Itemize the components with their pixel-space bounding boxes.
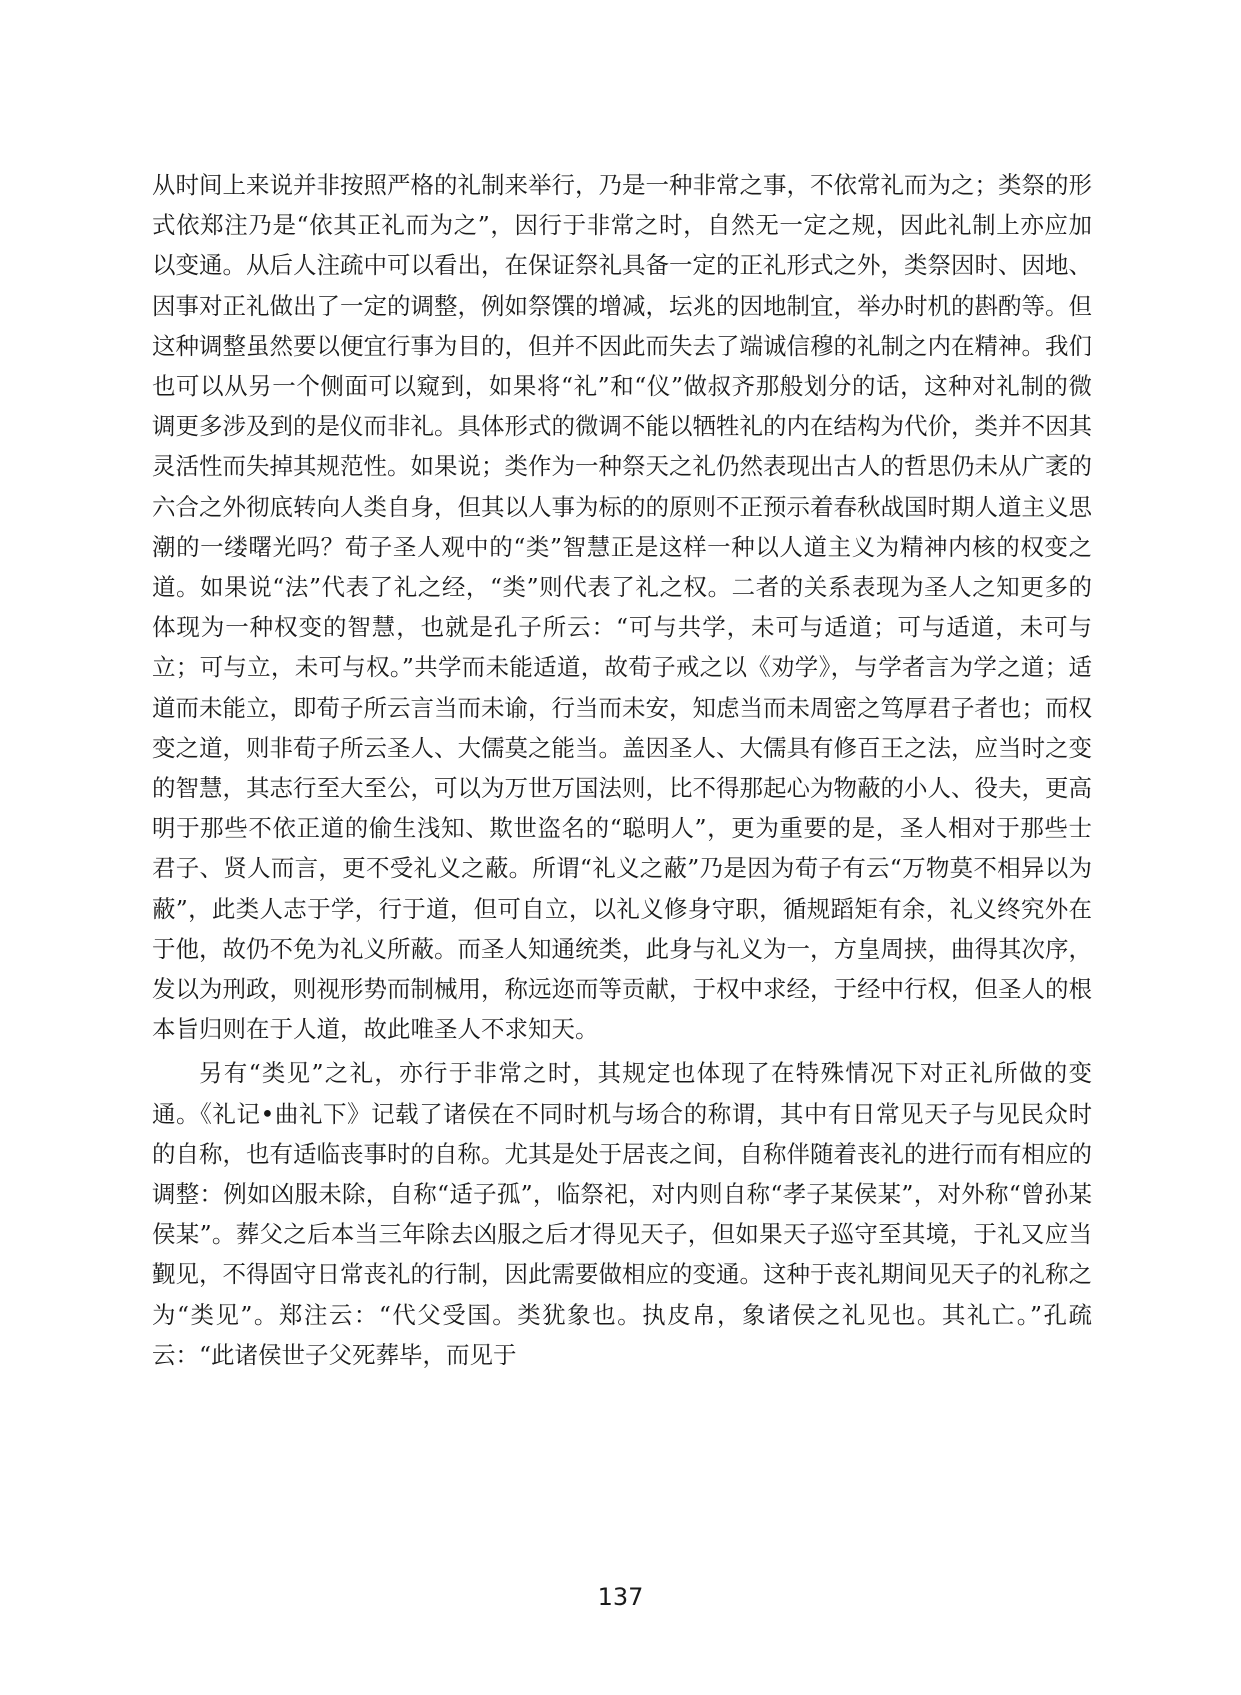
paragraph-lei-jian: 另有“类见”之礼，亦行于非常之时，其规定也体现了在特殊情况下对正礼所做的变通。《礼记•曲礼下》记载了诸侯在不同时机与场合的称谓，其中有日常见天子与见民众时的自称，也有适临丧事时的自称。尤其是处于居丧之间，自称伴随着丧礼的进行而有相应的调整：例如凶服未除，自称“适子孤”，临祭祀，对内则自称“孝子某侯某”，对外称“曾孙某侯某”。葬父之后本当三年除去凶服之后才得见天子，但如果天子巡守至其境，于礼又应当觐见，不得固守日常丧礼的行制，因此需要做相应的变通。这种于丧礼期间见天子的礼称之为“类见”。郑注云：“代父受国。类犹象也。执皮帛，象诸侯之礼见也。其礼亡。”孔疏云：“此诸侯世子父死葬毕，而见于 [152,1059,1092,1369]
body-text [152,165,1092,1375]
paragraph-continued: 从时间上来说并非按照严格的礼制来举行，乃是一种非常之事，不依常礼而为之；类祭的形式依郑注乃是“依其正礼而为之”，因行于非常之时，自然无一定之规，因此礼制上亦应加以变通。从后人注疏中可以看出，在保证祭礼具备一定的正礼形式之外，类祭因时、因地、因事对正礼做出了一定的调整，例如祭馔的增减，坛兆的因地制宜，举办时机的斟酌等。但这种调整虽然要以便宜行事为目的，但并不因此而失去了端诚信穆的礼制之内在精神。我们也可以从另一个侧面可以窥到，如果将“礼”和“仪”做叔齐那般划分的话，这种对礼制的微调更多涉及到的是仪而非礼。具体形式的微调不能以牺牲礼的内在结构为代价，类并不因其灵活性而失掉其规范性。如果说；类作为一种祭天之礼仍然表现出古人的哲思仍未从广袤的六合之外彻底转向人类自身，但其以人事为标的的原则不正预示着春秋战国时期人道主义思潮的一缕曙光吗？荀子圣人观中的“类”智慧正是这样一种以人道主义为精神内核的权变之道。如果说“法”代表了礼之经，“类”则代表了礼之权。二者的关系表现为圣人之知更多的体现为一种权变的智慧，也就是孔子所云：“可与共学，未可与适道；可与适道，未可与立；可与立，未可与权。”共学而未能适道，故荀子戒之以《劝学》，与学者言为学之道；适道而未能立，即荀子所云言当而未谕，行当而未安，知虑当而未周密之笃厚君子者也；而权变之道，则非荀子所云圣人、大儒莫之能当。盖因圣人、大儒具有修百王之法，应当时之变的智慧，其志行至大至公，可以为万世万国法则，比不得那起心为物蔽的小人、役夫，更高明于那些不依正道的偷生浅知、欺世盗名的“聪明人”，更为重要的是，圣人相对于那些士君子、贤人而言，更不受礼义之蔽。所谓“礼义之蔽”乃是因为荀子有云“万物莫不相异以为蔽”，此类人志于学，行于道，但可自立，以礼义修身守职，循规蹈矩有余，礼义终究外在于他，故仍不免为礼义所蔽。而圣人知通统类，此身与礼义为一，方皇周挟，曲得其次序，发以为刑政，则视形势而制械用，称远迩而等贡献，于权中求经，于经中行权，但圣人的根本旨归则在于人道，故此唯圣人不求知天。 [152,171,1092,1044]
page-number: 137 [597,1583,644,1611]
